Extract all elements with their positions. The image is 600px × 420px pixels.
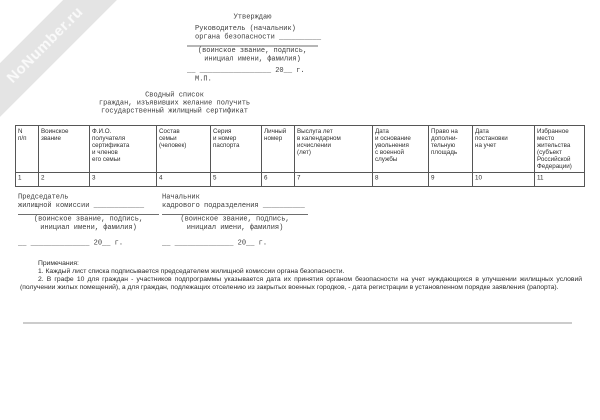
chairman-role-line-2: жилищной комиссии ____________: [18, 201, 145, 210]
column-number-cell: 7: [295, 173, 373, 187]
approval-sign-hint-1: (воинское звание, подпись,: [197, 46, 308, 55]
header-cell-rank: Воинское звание: [39, 126, 90, 173]
approval-approve-label: Утверждаю: [233, 13, 272, 21]
column-number-row: [16, 173, 585, 187]
header-cell-number: N п/п: [16, 126, 39, 173]
bottom-divider: [23, 323, 572, 324]
chairman-sign-hint-1: (воинское звание, подпись,: [33, 215, 144, 223]
approval-block: [187, 13, 322, 84]
header-cell-name: Ф.И.О. получателя сертификата и членов его семьи: [90, 126, 157, 173]
hr-chief-role-line-2: кадрового подразделения __________: [162, 201, 305, 210]
approval-role-line-1: Руководитель (начальник): [195, 24, 296, 33]
document-title: [92, 91, 257, 115]
signature-block-chairman: [18, 193, 159, 248]
table-header-row: [16, 126, 585, 173]
document-title-line-2: граждан, изъявивших желание получить: [98, 99, 251, 107]
note-item-1: 1. Каждый лист списка подписывается председателем жилищной комиссии органа безопасности.: [38, 267, 345, 275]
column-number-cell: 1: [16, 173, 39, 187]
note-item-2: 2. В графе 10 для граждан - участников подпрограммы указывается дата их принятия органом безопасности на учет нуждающихся в улучшении жилищных условий (получении жилых помещений), а для граждан, подлежащих отселению из закрытых военных городков, - дата регистрации в установленном порядке заявления (рапорта).: [20, 275, 582, 291]
column-number-cell: 3: [90, 173, 157, 187]
approval-date-line: __ _________________ 20__ г.: [187, 66, 305, 75]
signature-block-hr-chief: [162, 193, 308, 248]
column-number-cell: 9: [429, 173, 473, 187]
document-title-line-3: государственный жилищный сертификат: [100, 107, 249, 115]
column-number-cell: 6: [262, 173, 295, 187]
notes-heading: Примечания:: [38, 259, 79, 267]
hr-chief-date-line: __ ______________ 20__ г.: [162, 239, 268, 247]
header-cell-family: Состав семьи (человек): [157, 126, 211, 173]
chairman-role-line-1: Председатель: [18, 193, 69, 201]
header-cell-extra-space: Право на дополни- тельную площадь: [429, 126, 473, 173]
stamp-placeholder: М.П.: [195, 75, 212, 83]
hr-chief-role-line-1: Начальник: [162, 193, 200, 201]
hr-chief-sign-hint-2: инициал имени, фамилия): [186, 223, 284, 232]
header-cell-personal-number: Личный номер: [262, 126, 295, 173]
column-number-cell: 5: [211, 173, 262, 187]
approval-role-line-2: органа безопасности __________: [195, 33, 322, 41]
approval-sign-hint-2: инициал имени, фамилия): [204, 55, 301, 63]
chairman-date-line: __ ______________ 20__ г.: [18, 239, 124, 247]
chairman-sign-hint-2: инициал имени, фамилия): [40, 223, 137, 232]
column-number-cell: 8: [373, 173, 429, 187]
summary-table: [15, 125, 585, 187]
document-title-line-1: Сводный список: [145, 91, 204, 99]
header-cell-residence: Избранное место жительства (субъект Российской Федерации): [535, 126, 585, 173]
header-cell-registration-date: Дата постановки на учет: [473, 126, 535, 173]
watermark-text: NoNumber.ru: [3, 3, 87, 87]
column-number-cell: 4: [157, 173, 211, 187]
column-number-cell: 2: [39, 173, 90, 187]
header-cell-dismissal: Дата и основание увольнения с военной службы: [373, 126, 429, 173]
column-number-cell: 11: [535, 173, 585, 187]
column-number-cell: 10: [473, 173, 535, 187]
header-cell-passport: Серия и номер паспорта: [211, 126, 262, 173]
header-cell-service-years: Выслуга лет в календарном исчислении (лет): [295, 126, 373, 173]
hr-chief-sign-hint-1: (воинское звание, подпись,: [180, 215, 290, 223]
notes-section: [20, 259, 582, 291]
